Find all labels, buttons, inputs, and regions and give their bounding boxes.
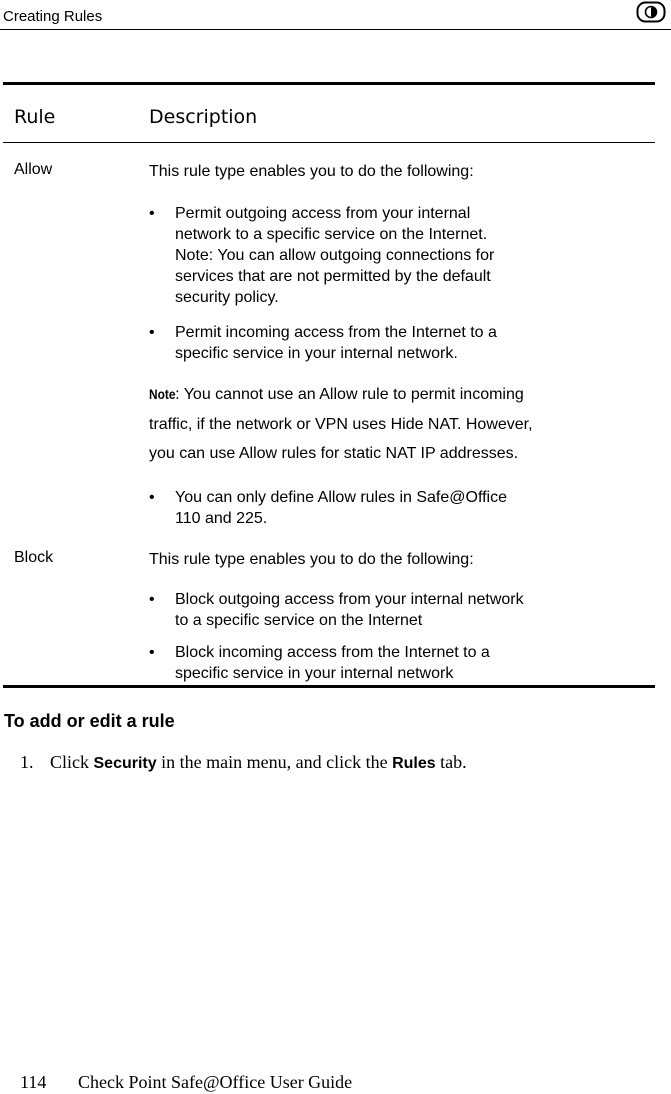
bullet-marker: • bbox=[149, 205, 155, 222]
list-item bbox=[149, 642, 569, 684]
step-keyword-security: Security bbox=[93, 755, 157, 772]
column-header-description: Description bbox=[149, 106, 258, 128]
note-line: traffic, if the network or VPN uses Hide NAT. However, bbox=[149, 415, 533, 433]
step-number: 1. bbox=[20, 752, 34, 772]
running-header-title: Creating Rules bbox=[3, 8, 103, 25]
table-top-rule bbox=[3, 82, 655, 85]
bullet-line: Permit incoming access from the Internet to a bbox=[175, 324, 497, 341]
table-header-rule bbox=[3, 142, 655, 143]
bullet-line: Block incoming access from the Internet to a bbox=[175, 644, 490, 661]
eye-icon bbox=[636, 1, 666, 23]
bullet-marker: • bbox=[149, 644, 155, 661]
step-text: tab. bbox=[435, 752, 467, 772]
list-item bbox=[149, 589, 569, 631]
rule-name-block: Block bbox=[14, 549, 54, 566]
bullet-line: You can only define Allow rules in Safe@Office bbox=[175, 489, 507, 506]
bullet-line: Block outgoing access from your internal network bbox=[175, 591, 524, 608]
block-intro: This rule type enables you to do the following: bbox=[149, 551, 474, 568]
page-number: 114 bbox=[20, 1072, 47, 1092]
procedure-heading: To add or edit a rule bbox=[4, 711, 175, 731]
page-footer bbox=[20, 1072, 352, 1093]
book-title: Check Point Safe@Office User Guide bbox=[78, 1072, 353, 1092]
note-line: you can use Allow rules for static NAT IP addresses. bbox=[149, 445, 519, 462]
bullet-marker: • bbox=[149, 324, 155, 341]
list-item bbox=[149, 322, 569, 364]
note-label: Note bbox=[149, 386, 176, 402]
bullet-line: services that are not permitted by the default bbox=[175, 268, 491, 285]
header-divider bbox=[0, 29, 671, 30]
bullet-line: Note: You can allow outgoing connections for bbox=[175, 247, 495, 264]
bullet-line: 110 and 225. bbox=[175, 510, 268, 527]
bullet-line: security policy. bbox=[175, 289, 279, 306]
bullet-line: specific service in your internal network bbox=[175, 665, 454, 682]
list-item bbox=[149, 487, 569, 529]
bullet-marker: • bbox=[149, 489, 155, 506]
bullet-line: specific service in your internal network. bbox=[175, 345, 458, 362]
procedure-step bbox=[20, 752, 467, 773]
note-text: : You cannot use an Allow rule to permit incoming bbox=[175, 386, 524, 403]
list-item bbox=[149, 203, 569, 308]
column-header-rule: Rule bbox=[14, 106, 56, 128]
bullet-line: to a specific service on the Internet bbox=[175, 612, 423, 629]
bullet-line: Permit outgoing access from your internal bbox=[175, 205, 471, 222]
rule-name-allow: Allow bbox=[14, 161, 53, 178]
bullet-line: network to a specific service on the Internet. bbox=[175, 226, 488, 243]
allow-note bbox=[149, 380, 619, 469]
step-text: Click bbox=[50, 752, 94, 772]
table-bottom-rule bbox=[3, 685, 655, 688]
bullet-marker: • bbox=[149, 591, 155, 608]
note-line bbox=[149, 380, 619, 410]
allow-intro: This rule type enables you to do the following: bbox=[149, 163, 474, 180]
step-text: in the main menu, and click the bbox=[156, 752, 393, 772]
step-keyword-rules: Rules bbox=[392, 755, 436, 772]
